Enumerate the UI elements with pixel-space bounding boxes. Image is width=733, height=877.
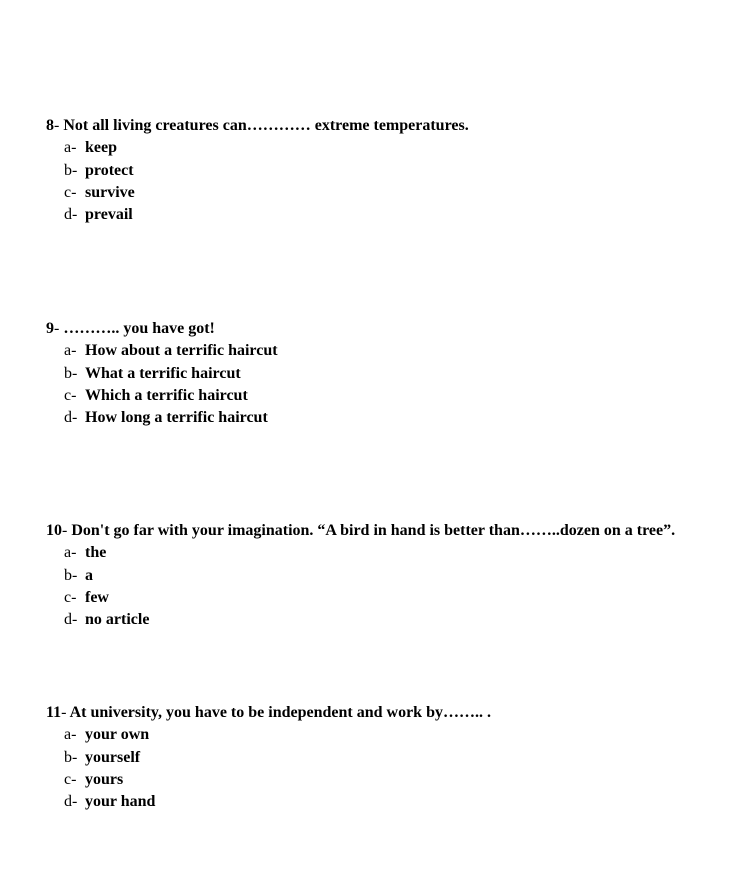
option-letter: d-	[64, 206, 78, 224]
option-text: yours	[85, 770, 124, 788]
option-text: no article	[85, 611, 150, 629]
option-text: the	[85, 544, 107, 562]
question-11	[44, 702, 684, 813]
option-text: How long a terrific haircut	[85, 409, 268, 427]
option-letter: b-	[64, 748, 78, 766]
option-text: a	[85, 566, 93, 584]
question-stem: 8- Not all living creatures can………… extreme temperatures.	[46, 117, 469, 134]
option-letter: a-	[64, 139, 77, 157]
option-text: your own	[85, 726, 150, 744]
option-text: yourself	[85, 748, 141, 766]
option-b[interactable]	[44, 565, 684, 587]
option-letter: d-	[64, 611, 78, 629]
option-c[interactable]	[44, 769, 684, 791]
option-c[interactable]	[44, 182, 684, 204]
question-text: ……….. you have got!	[59, 320, 215, 337]
option-text: keep	[85, 139, 117, 157]
question-10	[44, 520, 684, 631]
option-letter: c-	[64, 770, 77, 788]
option-c[interactable]	[44, 587, 684, 609]
option-letter: c-	[64, 183, 77, 201]
option-text: prevail	[85, 206, 133, 224]
option-text: few	[85, 588, 109, 606]
question-stem: 11- At university, you have to be independent and work by…….. .	[46, 704, 491, 721]
question-stem: 9- ……….. you have got!	[46, 320, 215, 337]
option-letter: a-	[64, 544, 77, 562]
option-a[interactable]	[44, 340, 684, 362]
option-text: Which a terrific haircut	[85, 386, 248, 404]
option-a[interactable]	[44, 542, 684, 564]
option-c[interactable]	[44, 385, 684, 407]
option-text: survive	[85, 183, 135, 201]
answer-options	[44, 724, 684, 813]
option-text: protect	[85, 161, 134, 179]
option-text: How about a terrific haircut	[85, 342, 278, 360]
answer-options	[44, 137, 684, 226]
option-letter: b-	[64, 566, 78, 584]
option-letter: b-	[64, 161, 78, 179]
option-d[interactable]	[44, 407, 684, 429]
option-letter: a-	[64, 342, 77, 360]
option-d[interactable]	[44, 609, 684, 631]
option-text: your hand	[85, 793, 156, 811]
option-letter: d-	[64, 409, 78, 427]
option-d[interactable]	[44, 204, 684, 226]
question-text: At university, you have to be independent and work by…….. .	[66, 704, 491, 721]
option-letter: b-	[64, 364, 78, 382]
option-b[interactable]	[44, 160, 684, 182]
answer-options	[44, 542, 684, 631]
question-8	[44, 115, 684, 226]
question-number: 8	[46, 117, 54, 134]
question-text: Not all living creatures can………… extreme temperatures.	[59, 117, 469, 134]
question-number: 9	[46, 320, 54, 337]
question-stem: 10- Don't go far with your imagination. “A bird in hand is better than……..dozen on a tree”.	[46, 522, 676, 539]
option-b[interactable]	[44, 747, 684, 769]
question-text: Don't go far with your imagination. “A bird in hand is better than……..dozen on a tree”.	[67, 522, 676, 539]
option-letter: c-	[64, 386, 77, 404]
question-number: 10	[46, 522, 62, 539]
question-9	[44, 318, 684, 429]
option-b[interactable]	[44, 363, 684, 385]
option-text: What a terrific haircut	[85, 364, 241, 382]
option-letter: a-	[64, 726, 77, 744]
option-a[interactable]	[44, 724, 684, 746]
question-number: 11	[46, 704, 62, 721]
option-letter: c-	[64, 588, 77, 606]
option-d[interactable]	[44, 791, 684, 813]
option-letter: d-	[64, 793, 78, 811]
answer-options	[44, 340, 684, 429]
option-a[interactable]	[44, 137, 684, 159]
